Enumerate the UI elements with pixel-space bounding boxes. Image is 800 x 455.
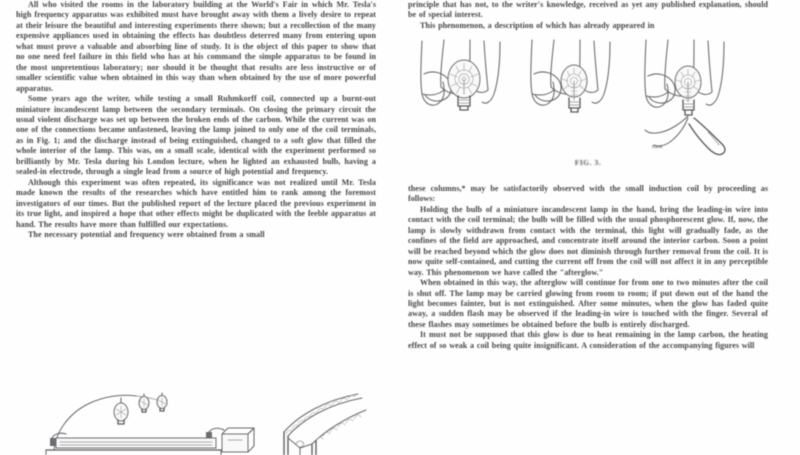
- figure-flash-label: flash: [652, 144, 663, 149]
- apparatus-helix-coil: [284, 394, 366, 455]
- paragraph: When obtained in this way, the afterglow will continue for from one to two minutes after the coil is shut off. The lamp may be carried glowing from room to room; if put down out of the hand the light becomes fainter, but is not extinguished. After some minutes, when the glow has faded quite away, a sudden flash may be observed if the leading-in wire is touched with the finger. Several of these flashes may sometimes be obtained before the bulb is entirely discharged.: [408, 278, 768, 329]
- figure-3-caption: FIG. 3.: [574, 158, 602, 167]
- paragraph: principle that has not, to the writer's knowledge, received as yet any published explanation, should be of special interest.: [408, 0, 768, 20]
- bottom-figures-svg: [16, 388, 386, 455]
- lamp-bulb-2: [561, 65, 587, 112]
- paragraph: Although this experiment was often repeated, its significance was not realized until Mr. Tesla made known the results of the researches which have entitled him to rank among the foremost investigators of our times. But the published report of the lecture placed the previous experiment in its true light, and inspired a hope that other effects might be duplicated with the feeble apparatus at hand. The results have more than fulfilled our expectations.: [16, 177, 376, 229]
- lamp-bulb-1: [448, 60, 480, 110]
- paragraph: It must not be supposed that this glow is due to heat remaining in the lamp carbon, the heating effect of so weak a coil being quite insignificant. A consideration of the accompanying figures will: [408, 330, 768, 350]
- hand-lamp-panel-3: [645, 40, 725, 155]
- left-text-column: [16, 0, 376, 240]
- lamp-bulb-3: [675, 66, 701, 115]
- hand-lamp-panel-2: [531, 40, 610, 112]
- hand-lamp-panel-1: [421, 40, 500, 110]
- right-text-column-top: [408, 0, 768, 31]
- suspended-lamp-c: [157, 393, 167, 411]
- right-text-column-bottom: [408, 184, 768, 351]
- paragraph: Holding the bulb of a miniature incandescent lamp in the hand, bring the leading-in wire into contact with the coil terminal; the bulb will be filled with the usual phosphorescent glow. If, now, the lamp is slowly withdrawn from contact with the terminal, this light will gradually fade, as the confines of the field are approached, and concentrate itself around the interior carbon. Soon a point will be reached beyond which the glow does not diminish through further removal from the coil. It is now quite self-contained, and cutting the current off from the coil will not affect it in any perceptible way. This phenomenon we have called the "afterglow.": [408, 204, 768, 277]
- apparatus-coil-with-lamp: [46, 393, 254, 455]
- suspended-lamp-a: [114, 398, 128, 424]
- paragraph: The necessary potential and frequency were obtained from a small: [28, 229, 265, 239]
- paragraph: This phenomenon, a description of which has already appeared in: [420, 20, 655, 30]
- paragraph: these columns,* may be satisfactorily observed with the small induction coil by proceeding as follows:: [408, 184, 768, 204]
- helix-turns-lower: [316, 415, 361, 441]
- bottom-apparatus-figures: [16, 388, 386, 455]
- paragraph: Some years ago the writer, while testing a small Ruhmkorff coil, connected up a burnt-out miniature incandescent lamp between the secondary terminals. On closing the primary circuit the usual violent discharge was set up between the broken ends of the carbon. While the current was on one of the connections became unfastened, leaving the lamp joined to only one of the coil terminals, as in Fig. 1; and the discharge instead of being extinguished, changed to a soft glow that filled the whole interior of the lamp. This was, on a small scale, identical with the experiment performed so brilliantly by Mr. Tesla during his London lecture, when he lighted an exhausted bulb, having a sealed-in electrode, through a single lead from a source of high potential and frequency.: [16, 94, 376, 177]
- flash-annotation-group: [645, 116, 725, 155]
- paragraph: All who visited the rooms in the laboratory building at the World's Fair in which Mr. Tesla's high frequency apparatus was exhibited must have brought away with them a lively desire to repeat at their leisure the beautiful and interesting experiments there shown; but a recollection of the many expensive appliances used in obtaining the effects has doubtless deterred many from entering upon what must prove a valuable and absorbing line of study. It is the object of this paper to show that no one need feel failure in this field who has at his command the simple apparatus to be found in the most unpretentious laboratory; nor should it be thought that results are less instructive or of smaller scientific value when obtained in this way than when obtained by the use of more powerful apparatus.: [16, 0, 376, 93]
